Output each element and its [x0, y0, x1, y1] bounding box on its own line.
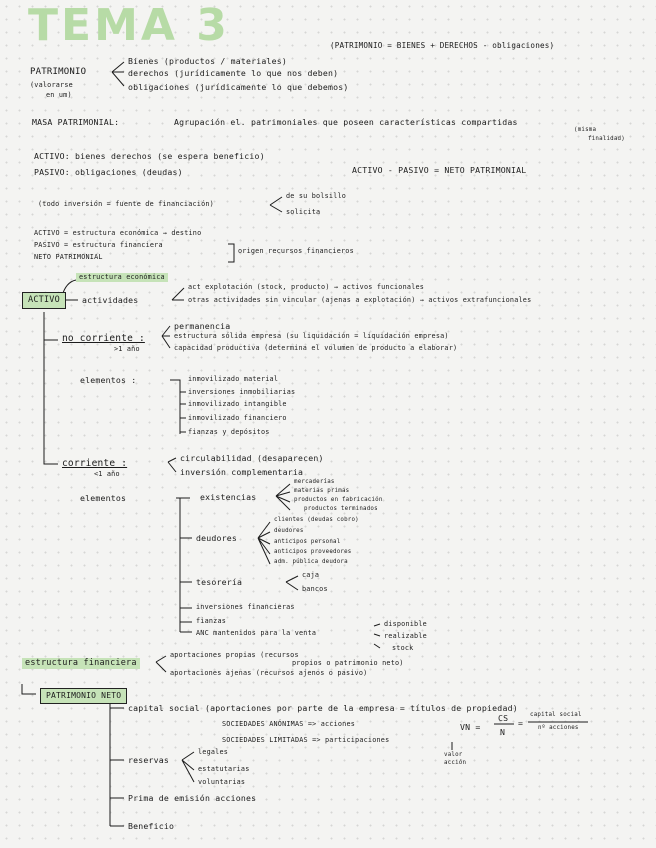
actividad-otras: otras actividades sin vincular (ajenas a explotación) → activos extrafuncionales — [188, 296, 532, 304]
activo-econ-label: estructura económica — [76, 273, 168, 282]
corriente-other: fianzas — [196, 617, 227, 625]
patrimonio-sub2: en um) — [46, 91, 72, 99]
tesoreria-item: bancos — [302, 585, 328, 593]
deudores-item: anticipos proveedores — [274, 549, 352, 555]
prima-emision: Prima de emisión acciones — [128, 793, 257, 803]
formula-n: N — [500, 727, 506, 737]
no-corriente-item: estructura sólida empresa (su liquidación = liquidación empresa) — [174, 332, 449, 340]
corriente-elementos-label: elementos — [80, 493, 127, 503]
formula-top: capital social — [530, 712, 582, 718]
fuente-b: solicita — [286, 208, 321, 216]
reserva-item: voluntarias — [198, 778, 246, 786]
deudores-item: anticipos personal — [274, 539, 341, 545]
patrimonio-item-derechos: derechos (jurídicamente lo que nos deben) — [128, 68, 339, 78]
reserva-item: legales — [198, 748, 229, 756]
masa-label: MASA PATRIMONIAL: — [32, 117, 120, 127]
page-title: TEMA 3 — [28, 0, 230, 51]
actividades-label: actividades — [82, 295, 139, 305]
no-corriente-item: permanencia — [174, 321, 231, 331]
financiera-a2: propios o patrimonio neto) — [292, 659, 404, 667]
valor-label-2: acción — [444, 760, 467, 766]
formula-cs: CS — [498, 713, 509, 723]
financiera-b: aportaciones ajenas (recursos ajenos o pasivo) — [170, 669, 368, 677]
deudores-label: deudores — [196, 533, 238, 543]
corriente-label: corriente : — [62, 458, 128, 469]
existencias-item: mercaderías — [294, 479, 335, 485]
estructura-pasivo: PASIVO = estructura financiera — [34, 241, 163, 249]
financiera-label: estructura financiera — [22, 658, 140, 669]
fuente-text: (todo inversión = fuente de financiación) — [38, 200, 214, 208]
neto-formula: ACTIVO - PASIVO = NETO PATRIMONIAL — [352, 165, 527, 175]
existencias-item: materias primas — [294, 488, 350, 494]
no-corriente-elementos-label: elementos : — [80, 375, 137, 385]
no-corriente-label: no corriente : — [62, 333, 145, 344]
financiera-a: aportaciones propias (recursos — [170, 651, 299, 659]
existencias-item: productos en fabricación — [294, 497, 383, 503]
valor-label-1: valor — [444, 752, 463, 758]
patrimonio-item-obligaciones: obligaciones (jurídicamente lo que debemos) — [128, 82, 349, 92]
estructura-origen: origen recursos financieros — [238, 247, 354, 255]
formula-bottom: nº acciones — [538, 725, 579, 731]
sociedades-limitadas: SOCIEDADES LIMITADAS => participaciones — [222, 736, 390, 744]
capital-social: capital social (aportaciones por parte de la empresa = títulos de propiedad) — [128, 703, 518, 713]
masa-note2: finalidad) — [588, 136, 625, 142]
activo-label: ACTIVO — [22, 292, 66, 309]
no-corriente-sub: >1 año — [114, 345, 140, 353]
patrimonio-label: PATRIMONIO — [30, 67, 87, 77]
patrimonio-item-bienes: Bienes (productos / materiales) — [128, 56, 288, 66]
masa-text: Agrupación el. patrimoniales que poseen características compartidas — [174, 117, 518, 127]
beneficio: Beneficio — [128, 821, 175, 831]
estructura-neto: NETO PATRIMONIAL — [34, 253, 103, 261]
masa-note1: (misma — [574, 127, 597, 133]
existencias-label: existencias — [200, 492, 257, 502]
patrimonio-sub1: (valorarse — [30, 81, 73, 89]
corriente-item: inversión complementaria — [180, 467, 304, 477]
deudores-item: deudores — [274, 528, 304, 534]
liquidez-item: realizable — [384, 632, 427, 640]
reservas-label: reservas — [128, 755, 170, 765]
header-note: (PATRIMONIO = BIENES + DERECHOS - obligaciones) — [330, 41, 555, 50]
sociedades-anonimas: SOCIEDADES ANÓNIMAS => acciones — [222, 720, 356, 728]
tesoreria-item: caja — [302, 571, 320, 579]
elemento-no-corriente: inversiones inmobiliarias — [188, 388, 296, 396]
elemento-no-corriente: inmovilizado financiero — [188, 414, 287, 422]
no-corriente-item: capacidad productiva (determina el volumen de producto a elaborar) — [174, 344, 458, 352]
tesoreria-label: tesorería — [196, 577, 243, 587]
activo-definition: ACTIVO: bienes derechos (se espera beneficio) — [34, 151, 265, 161]
elemento-no-corriente: fianzas y depósitos — [188, 428, 270, 436]
formula-vn: VN = — [460, 722, 481, 732]
existencias-item: productos terminados — [304, 506, 378, 512]
corriente-item: circulabilidad (desaparecen) — [180, 453, 324, 463]
corriente-other: ANC mantenidos para la venta — [196, 629, 317, 637]
fuente-a: de su bolsillo — [286, 192, 347, 200]
liquidez-item: stock — [392, 644, 414, 652]
deudores-item: clientes (deudas cobro) — [274, 517, 359, 523]
reserva-item: estatutarias — [198, 765, 250, 773]
elemento-no-corriente: inmovilizado intangible — [188, 400, 287, 408]
corriente-other: inversiones financieras — [196, 603, 295, 611]
actividad-explotacion: act explotación (stock, producto) → activos funcionales — [188, 283, 425, 291]
elemento-no-corriente: inmovilizado material — [188, 375, 279, 383]
pasivo-definition: PASIVO: obligaciones (deudas) — [34, 167, 183, 177]
corriente-sub: <1 año — [94, 470, 120, 478]
patrimonio-neto-label: PATRIMONIO NETO — [40, 688, 127, 704]
liquidez-item: disponible — [384, 620, 427, 628]
formula-equals: = — [518, 718, 524, 728]
estructura-activo: ACTIVO = estructura económica → destino — [34, 229, 202, 237]
deudores-item: adm. pública deudora — [274, 559, 348, 565]
